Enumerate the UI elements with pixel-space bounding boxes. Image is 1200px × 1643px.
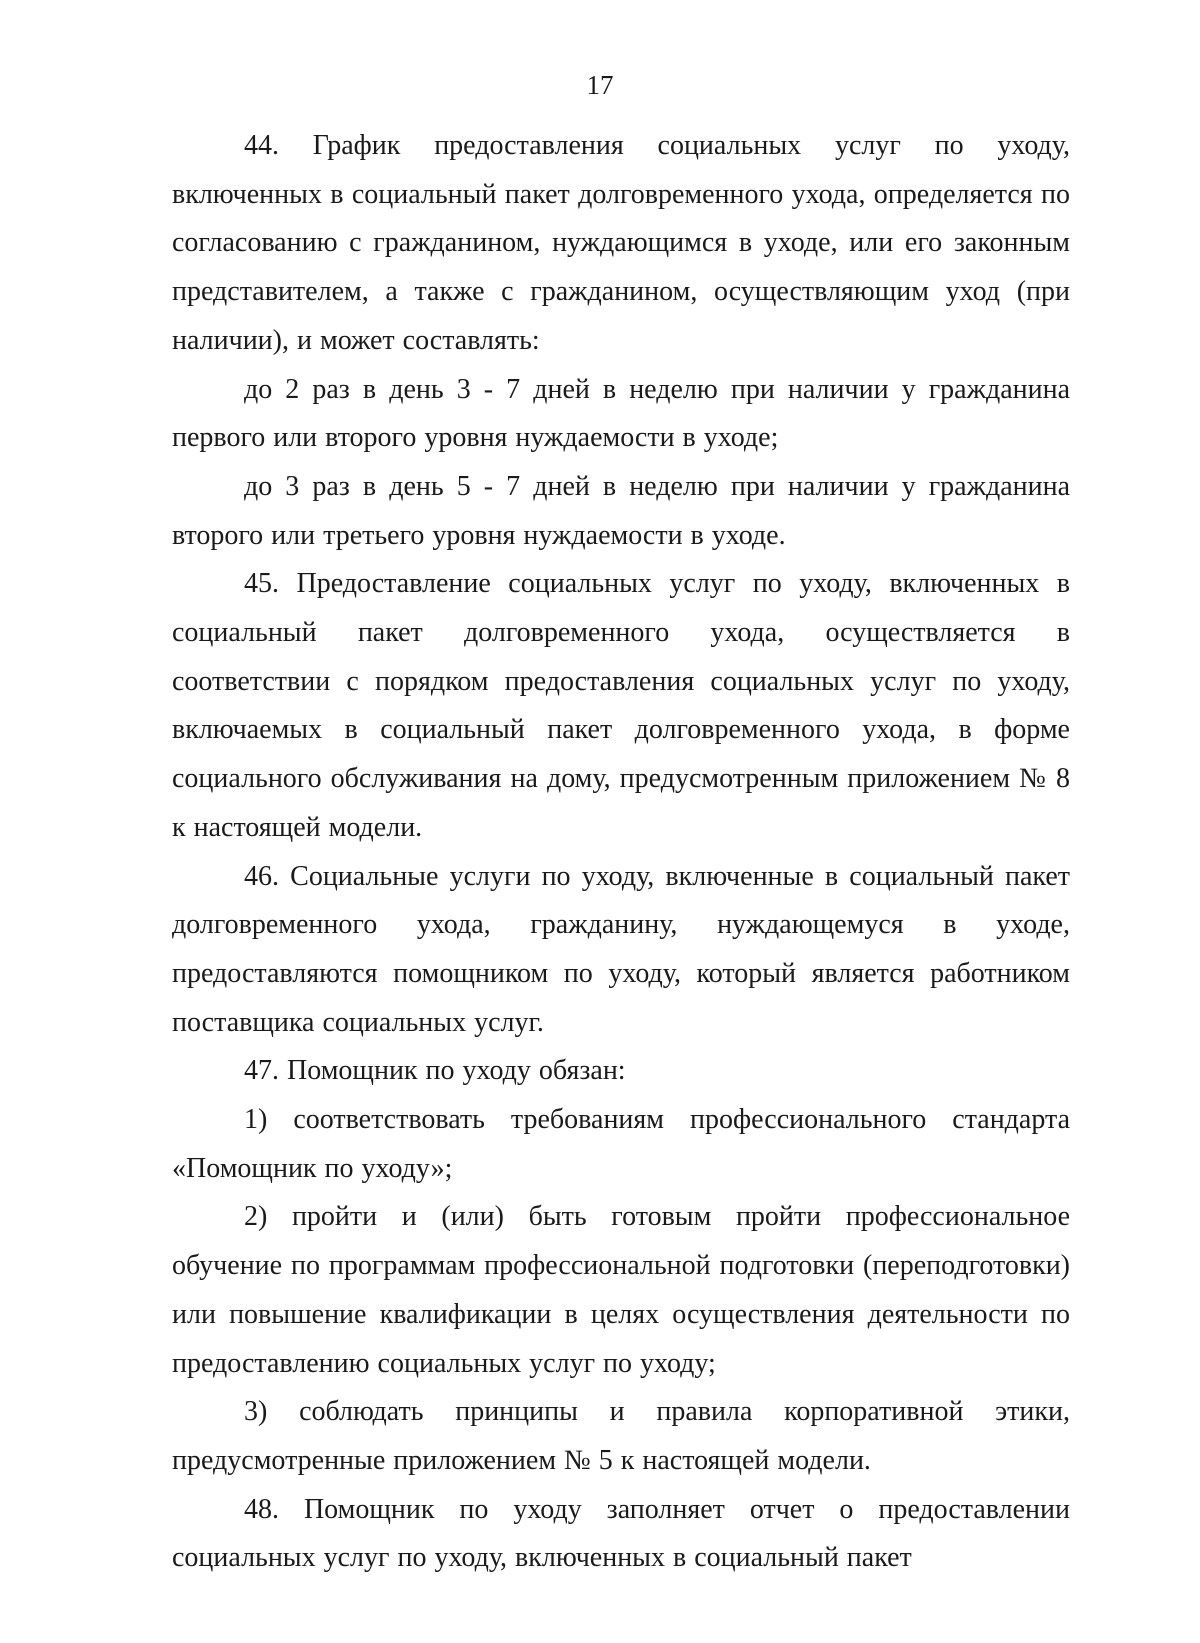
paragraph-44: 44. График предоставления социальных услуг по уходу, включенных в социальный пакет долговременного ухода, определяется по согласованию с гражданином, нуждающимся в уходе, или его законным представителем, а также с гражданином, осуществляющим уход (при наличии), и может составлять: [172,130,1070,356]
paragraph-46: 46. Социальные услуги по уходу, включенные в социальный пакет долговременного ухода, гражданину, нуждающемуся в уходе, предоставляются помощником по уходу, который является работником поставщика социальных услуг. [172,860,1070,1038]
paragraph-schedule-option-2: до 3 раз в день 5 - 7 дней в неделю при наличии у гражданина второго или третьего уровня нуждаемости в уходе. [172,470,1070,551]
list-item-2: 2) пройти и (или) быть готовым пройти профессиональное обучение по программам профессиональной подготовки (переподготовки) или повышение квалификации в целях осуществления деятельности по предоставлению социальных услуг по уходу; [172,1201,1070,1379]
page-number: 17 [586,70,614,100]
list-item-1: 1) соответствовать требованиям профессионального стандарта «Помощник по уходу»; [172,1104,1070,1184]
document-body [172,122,1070,1583]
list-item-3: 3) соблюдать принципы и правила корпоративной этики, предусмотренные приложением № 5 к настоящей модели. [172,1396,1070,1476]
paragraph-47: 47. Помощник по уходу обязан: [244,1055,626,1087]
paragraph-48: 48. Помощник по уходу заполняет отчет о предоставлении социальных услуг по уходу, включенных в социальный пакет [172,1493,1070,1574]
paragraph-45: 45. Предоставление социальных услуг по уходу, включенных в социальный пакет долговременного ухода, осуществляется в соответствии с порядком предоставления социальных услуг по уходу, включаемых в социальный пакет долговременного ухода, в форме социального обслуживания на дому, предусмотренным приложением № 8 к настоящей модели. [172,568,1070,843]
paragraph-schedule-option-1: до 2 раз в день 3 - 7 дней в неделю при наличии у гражданина первого или второго уровня нуждаемости в уходе; [172,373,1070,454]
